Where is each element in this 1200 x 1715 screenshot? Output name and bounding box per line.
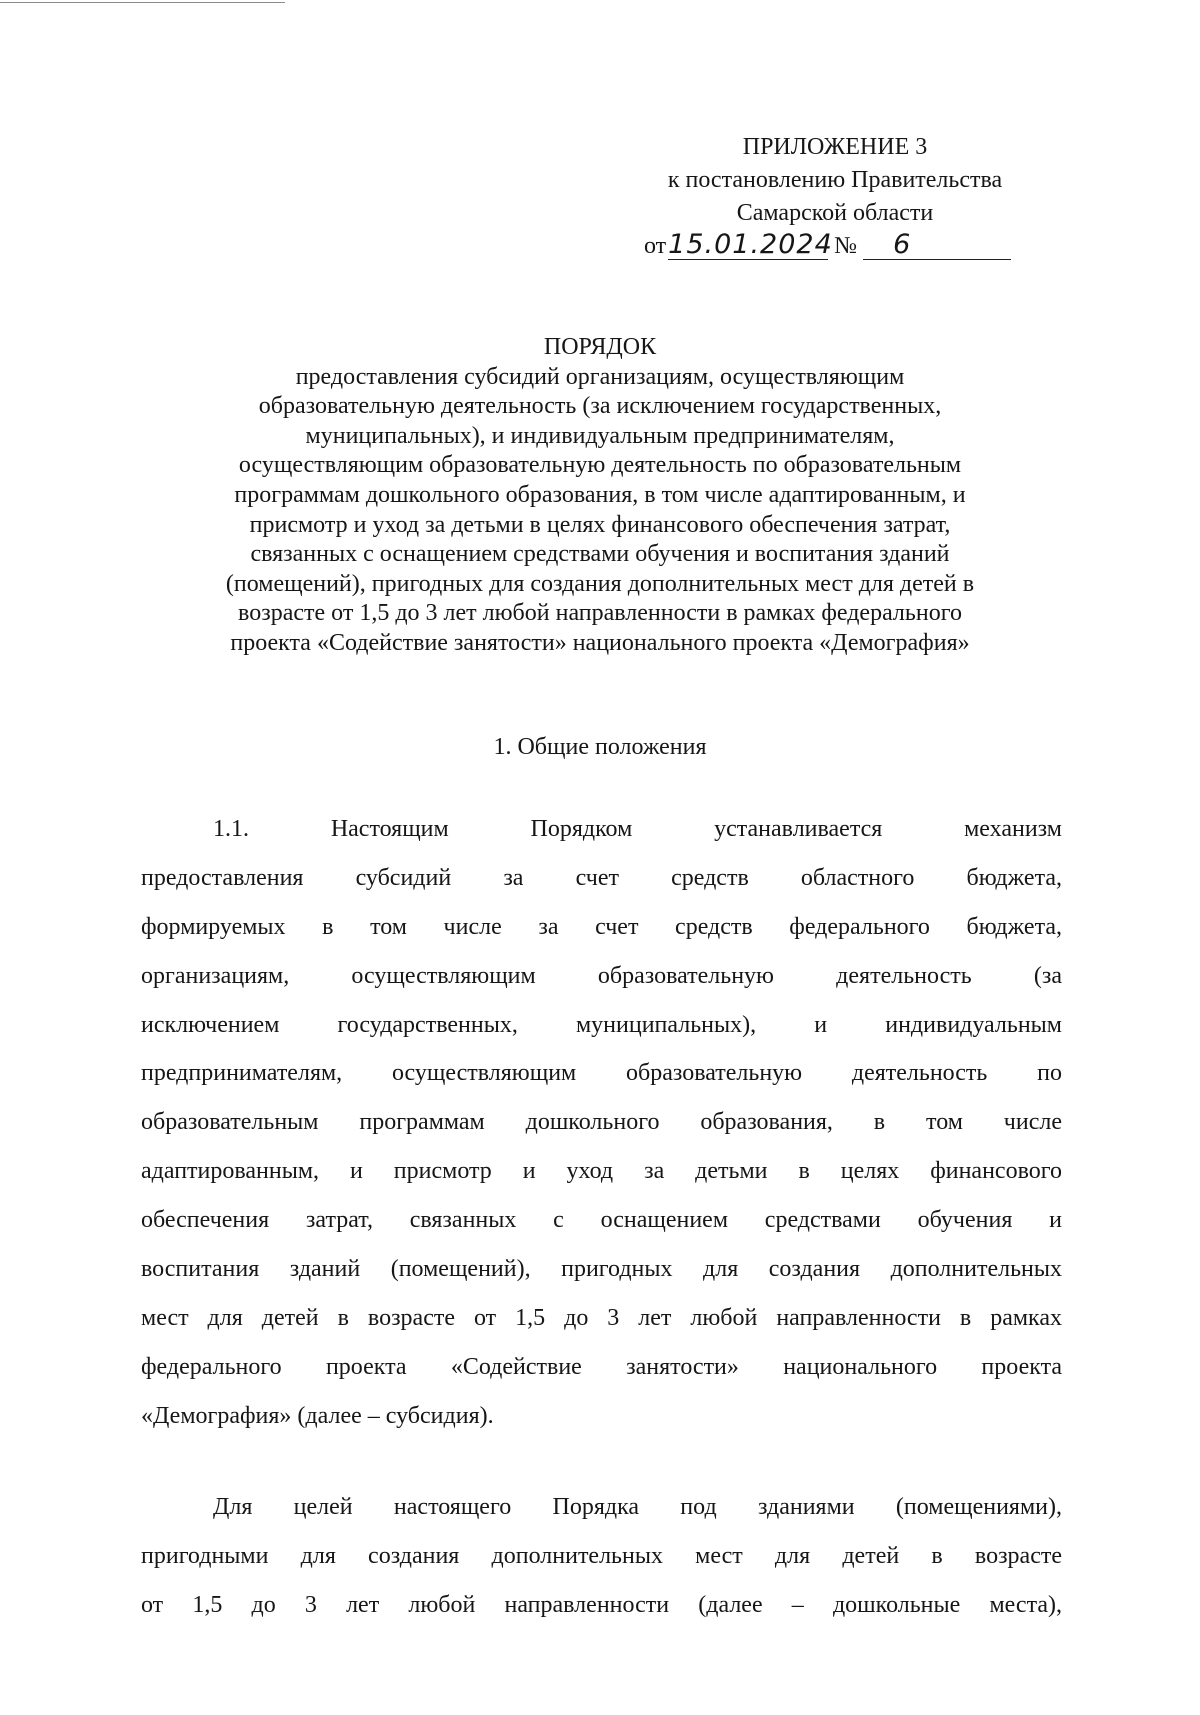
paragraph-line: формируемых в том числе за счет средств федерального бюджета, (141, 913, 1062, 940)
from-label: от (644, 233, 667, 259)
title-line: (помещений), пригодных для создания дополнительных мест для детей в (225, 570, 975, 597)
handwritten-date: 15.01.2024 (668, 229, 833, 260)
title-line: проекта «Содействие занятости» национального проекта «Демография» (230, 629, 970, 656)
paragraph-line: федерального проекта «Содействие занятости» национального проекта (141, 1353, 1062, 1380)
paragraph-line: от 1,5 до 3 лет любой направленности (далее – дошкольные места), (141, 1591, 1062, 1618)
title-line: предоставления субсидий организациям, осуществляющим (295, 363, 905, 390)
paragraph-1-1 (141, 805, 1062, 1441)
title-line: осуществляющим образовательную деятельность по образовательным (238, 452, 962, 479)
paragraph-line: образовательным программам дошкольного образования, в том числе (141, 1109, 1062, 1136)
handwritten-number: 6 (863, 231, 1011, 260)
title-line: связанных с оснащением средствами обучения и воспитания зданий (250, 541, 950, 568)
number-label: № (834, 233, 858, 259)
paragraph-line: исключением государственных, муниципальных), и индивидуальным (141, 1011, 1062, 1038)
title-line: присмотр и уход за детьми в целях финансового обеспечения затрат, (249, 511, 951, 538)
title-line: образовательную деятельность (за исключением государственных, (258, 393, 942, 420)
section-heading: 1. Общие положения (493, 734, 707, 760)
title-line: муниципальных), и индивидуальным предпринимателям, (305, 422, 895, 449)
title-heading: ПОРЯДОК (543, 334, 657, 360)
paragraph-line: воспитания зданий (помещений), пригодных для создания дополнительных (141, 1256, 1062, 1283)
document-title (130, 333, 1070, 659)
paragraph-line: предоставления субсидий за счет средств областного бюджета, (141, 864, 1062, 891)
paragraph-line: организациям, осуществляющим образовательную деятельность (за (141, 962, 1062, 989)
title-line: возрасте от 1,5 до 3 лет любой направленности в рамках федерального (238, 600, 962, 627)
paragraph-definitions (141, 1483, 1062, 1630)
appendix-title: ПРИЛОЖЕНИЕ 3 (742, 134, 928, 160)
paragraph-line: обеспечения затрат, связанных с оснащением средствами обучения и (141, 1207, 1062, 1234)
paragraph-line: 1.1. Настоящим Порядком устанавливается механизм (213, 816, 1062, 842)
paragraph-line: мест для детей в возрасте от 1,5 до 3 лет любой направленности в рамках (141, 1304, 1062, 1331)
appendix-resolution-line: к постановлению Правительства (667, 167, 1003, 193)
paragraph-line: пригодными для создания дополнительных мест для детей в возрасте (141, 1542, 1062, 1569)
registration-line (620, 230, 1050, 263)
scan-edge-line (0, 2, 285, 3)
appendix-region-line: Самарской области (736, 200, 934, 226)
paragraph-line: адаптированным, и присмотр и уход за детьми в целях финансового (141, 1158, 1062, 1185)
paragraph-line: «Демография» (далее – субсидия). (141, 1402, 494, 1429)
paragraph-line: Для целей настоящего Порядка под зданиями (помещениями), (213, 1494, 1062, 1520)
appendix-block (620, 131, 1050, 263)
paragraph-line: предпринимателям, осуществляющим образовательную деятельность по (141, 1060, 1062, 1087)
title-line: программам дошкольного образования, в том числе адаптированным, и (234, 481, 966, 508)
